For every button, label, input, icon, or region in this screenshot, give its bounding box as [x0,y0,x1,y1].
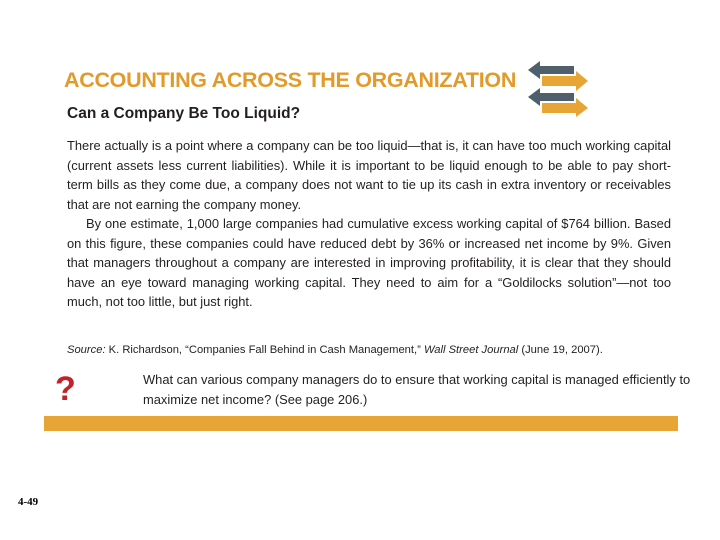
section-header: ACCOUNTING ACROSS THE ORGANIZATION [64,68,517,92]
paragraph-2: By one estimate, 1,000 large companies had cumulative excess working capital of $764 billion. Based on this figure, these companies could have reduced debt by 36% or increased net income by 9%. Given that managers throughout a company are interested in improving profitability, it is clear that they should have an eye toward managing working capital. They need to aim for a “Goldilocks solution”—not too much, not too little, but just right. [67,216,671,309]
question-bar [44,367,691,431]
source-text-before: K. Richardson, “Companies Fall Behind in Cash Management,” [105,344,424,356]
question-mark-icon [44,367,88,416]
accounting-feature-box [44,55,691,431]
article-body [67,136,671,312]
exchange-arrows-icon [528,59,590,117]
paragraph-1: There actually is a point where a company can be too liquid—that is, it can have too much working capital (current assets less current liabilities). While it is important to be liquid enough to be able to pay short-term bills as they come due, a company does not want to tie up its cash in extra inventory or receivables that are not earning the company money. [67,138,671,212]
page-number: 4-49 [18,496,39,508]
article-title: Can a Company Be Too Liquid? [67,105,301,122]
source-label: Source: [67,344,106,356]
source-text-after: (June 19, 2007). [518,344,603,356]
question-symbol: ? [55,370,76,408]
source-journal: Wall Street Journal [423,344,519,356]
source-citation [67,344,603,356]
question-text: What can various company managers do to ensure that working capital is managed efficiently to maximize net income? (See page 206.) [143,372,691,407]
question-panel [88,367,691,416]
